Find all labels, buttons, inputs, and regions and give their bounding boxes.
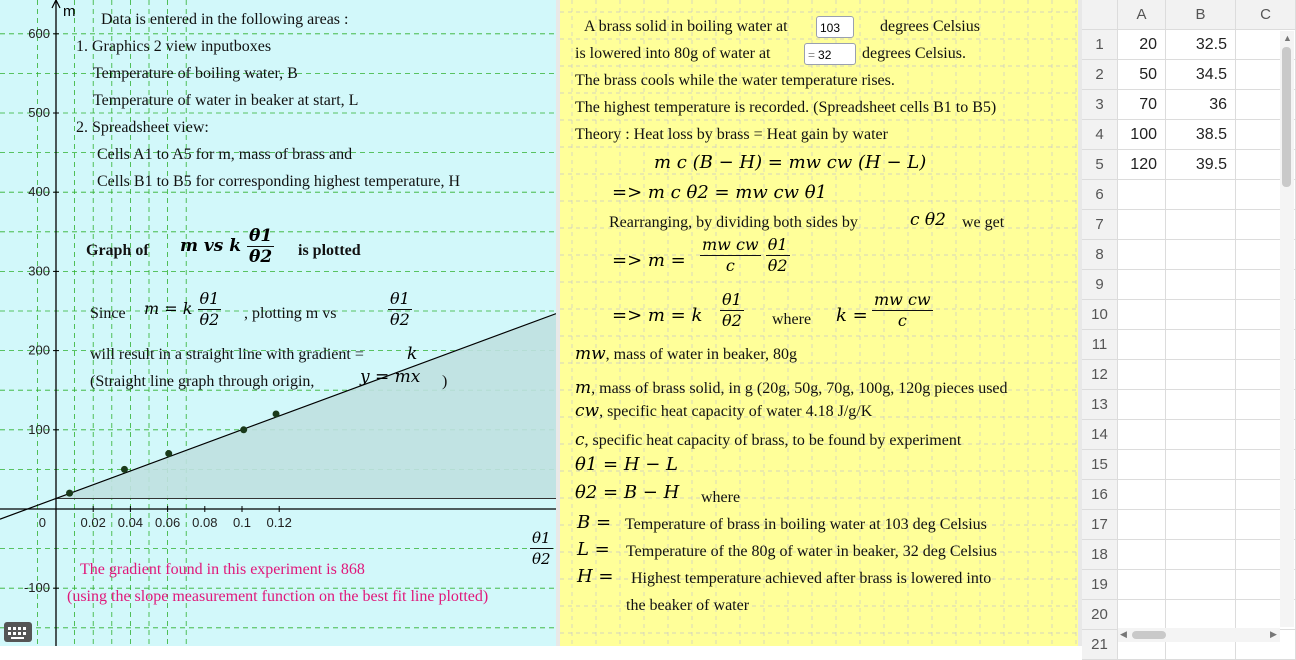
cell-a[interactable] bbox=[1118, 600, 1166, 630]
cell-b[interactable]: 36 bbox=[1166, 90, 1236, 120]
spreadsheet-view[interactable] bbox=[1082, 0, 1296, 653]
slope-note-text: (using the slope measurement function on the best fit line plotted) bbox=[67, 588, 489, 605]
row-header[interactable]: 15 bbox=[1082, 450, 1118, 480]
y-tick-label: -100 bbox=[23, 580, 50, 596]
plotting-label: , plotting m vs bbox=[244, 305, 337, 322]
close-paren: ) bbox=[442, 373, 448, 390]
info-line-2: 1. Graphics 2 view inputboxes bbox=[76, 38, 272, 55]
x-axis-label: $\frac{\theta 1}{\theta 2}$ bbox=[532, 529, 551, 568]
k-eq-frac: $\frac{\text{mw cw}}{c}$ bbox=[874, 290, 931, 330]
cell-b[interactable] bbox=[1166, 240, 1236, 270]
info-line-3: Temperature of boiling water, B bbox=[93, 65, 298, 82]
cell-b[interactable] bbox=[1166, 420, 1236, 450]
row-header[interactable]: 13 bbox=[1082, 390, 1118, 420]
row-header[interactable]: 18 bbox=[1082, 540, 1118, 570]
cell-b[interactable] bbox=[1166, 570, 1236, 600]
keyboard-icon[interactable] bbox=[4, 622, 32, 642]
equation-4-left: => m = k bbox=[612, 305, 703, 326]
h-def-symbol: H = bbox=[577, 566, 614, 587]
x-tick-label: 0.06 bbox=[154, 515, 181, 530]
l-def-text: Temperature of the 80g of water in beaker, 32 deg Celsius bbox=[626, 543, 997, 560]
text-line-5: Theory : Heat loss by brass = Heat gain by water bbox=[575, 126, 888, 143]
definition-c: c, specific heat capacity of brass, to be found by experiment bbox=[575, 430, 962, 450]
start-temp-input[interactable]: = 32 bbox=[804, 43, 856, 65]
cell-b[interactable]: 38.5 bbox=[1166, 120, 1236, 150]
row-header[interactable]: 6 bbox=[1082, 180, 1118, 210]
row-header[interactable]: 11 bbox=[1082, 330, 1118, 360]
cell-b[interactable]: 39.5 bbox=[1166, 150, 1236, 180]
definition-m: m, mass of brass solid, in g (20g, 50g, 70g, 100g, 120g pieces used bbox=[575, 378, 1008, 398]
straight-line-label: will result in a straight line with gradient = bbox=[90, 346, 364, 363]
through-origin-label: (Straight line graph through origin, bbox=[90, 373, 315, 390]
where-label-2: where bbox=[701, 489, 741, 506]
plotting-expr: $\frac{\theta 1}{\theta 2}$ bbox=[390, 289, 410, 329]
y-tick-label: 600 bbox=[28, 25, 50, 41]
info-line-6: Cells A1 to A5 for m, mass of brass and bbox=[97, 146, 353, 163]
info-line-5: 2. Spreadsheet view: bbox=[76, 119, 209, 136]
gradient-k: k bbox=[407, 344, 418, 364]
row-header[interactable]: 16 bbox=[1082, 480, 1118, 510]
data-point[interactable] bbox=[66, 490, 73, 497]
cell-a[interactable] bbox=[1118, 510, 1166, 540]
column-header-c[interactable]: C bbox=[1236, 0, 1296, 30]
row-header[interactable]: 20 bbox=[1082, 600, 1118, 630]
row-header[interactable]: 10 bbox=[1082, 300, 1118, 330]
h-def-text-2: the beaker of water bbox=[626, 597, 750, 614]
cell-b[interactable] bbox=[1166, 210, 1236, 240]
x-tick-label: 0.08 bbox=[192, 515, 218, 530]
since-expr: m = k $\frac{\theta 1}{\theta 2}$ bbox=[144, 289, 220, 329]
info-line-7: Cells B1 to B5 for corresponding highest temperature, H bbox=[97, 173, 461, 190]
scroll-up-icon[interactable]: ▲ bbox=[1283, 33, 1292, 43]
cell-b[interactable]: 34.5 bbox=[1166, 60, 1236, 90]
equation-2: => m c θ2 = mw cw θ1 bbox=[612, 182, 827, 203]
column-header-a[interactable]: A bbox=[1118, 0, 1166, 30]
y-eq-mx: y = mx bbox=[360, 367, 421, 387]
row-header[interactable]: 21 bbox=[1082, 630, 1118, 660]
graph-of-label: Graph of bbox=[86, 242, 149, 259]
vertical-scroll-thumb[interactable] bbox=[1282, 47, 1291, 187]
column-header-b[interactable]: B bbox=[1166, 0, 1236, 30]
x-tick-label: 0.04 bbox=[117, 515, 144, 530]
y-tick-label: 100 bbox=[28, 421, 50, 437]
cell-a[interactable] bbox=[1118, 300, 1166, 330]
data-point[interactable] bbox=[165, 450, 172, 457]
text-line-1a: A brass solid in boiling water at bbox=[584, 18, 788, 35]
since-label: Since bbox=[90, 305, 126, 322]
cell-a[interactable] bbox=[1118, 210, 1166, 240]
row-header[interactable]: 12 bbox=[1082, 360, 1118, 390]
cell-a[interactable] bbox=[1118, 180, 1166, 210]
row-header[interactable]: 4 bbox=[1082, 120, 1118, 150]
y-tick-label: 200 bbox=[28, 342, 50, 358]
cell-a[interactable] bbox=[1118, 420, 1166, 450]
y-axis-label: m bbox=[63, 3, 76, 20]
row-header[interactable]: 1 bbox=[1082, 30, 1118, 60]
equation-1: m c (B − H) = mw cw (H − L) bbox=[654, 152, 927, 173]
row-header[interactable]: 9 bbox=[1082, 270, 1118, 300]
cell-a[interactable] bbox=[1118, 360, 1166, 390]
cell-b[interactable] bbox=[1166, 450, 1236, 480]
cell-b[interactable] bbox=[1166, 510, 1236, 540]
theta2-def: θ2 = B − H bbox=[575, 482, 680, 503]
x-tick-label: 0.12 bbox=[266, 515, 292, 530]
cell-b[interactable] bbox=[1166, 600, 1236, 630]
theta1-def: θ1 = H − L bbox=[575, 454, 678, 475]
y-tick-label: 400 bbox=[28, 184, 50, 200]
cell-b[interactable]: 32.5 bbox=[1166, 30, 1236, 60]
info-line-4: Temperature of water in beaker at start, L bbox=[93, 92, 359, 109]
scroll-left-icon[interactable]: ◀ bbox=[1120, 629, 1127, 639]
row-header[interactable]: 8 bbox=[1082, 240, 1118, 270]
cell-a[interactable]: 100 bbox=[1118, 120, 1166, 150]
cell-a[interactable] bbox=[1118, 450, 1166, 480]
data-point[interactable] bbox=[273, 410, 280, 417]
boiling-temp-input[interactable]: 103 bbox=[816, 16, 854, 38]
cell-b[interactable] bbox=[1166, 390, 1236, 420]
row-header[interactable]: 7 bbox=[1082, 210, 1118, 240]
graphics-1-view[interactable] bbox=[0, 0, 556, 646]
y-tick-label: 500 bbox=[28, 105, 50, 120]
text-line-1b: degrees Celsius bbox=[880, 18, 980, 35]
row-header[interactable]: 2 bbox=[1082, 60, 1118, 90]
rearranging-expr: c θ2 bbox=[910, 210, 946, 230]
row-header[interactable]: 3 bbox=[1082, 90, 1118, 120]
graphics-2-view[interactable] bbox=[560, 0, 1080, 646]
row-header[interactable]: 17 bbox=[1082, 510, 1118, 540]
cell-b[interactable] bbox=[1166, 300, 1236, 330]
l-def-symbol: L = bbox=[577, 539, 610, 560]
cell-a[interactable] bbox=[1118, 570, 1166, 600]
cell-a[interactable]: 70 bbox=[1118, 90, 1166, 120]
text-line-2a: is lowered into 80g of water at bbox=[575, 45, 771, 62]
equation-3-left: => m = bbox=[612, 250, 686, 271]
y-tick-label: 300 bbox=[28, 263, 50, 279]
corner-cell[interactable] bbox=[1082, 0, 1118, 30]
cell-a[interactable] bbox=[1118, 540, 1166, 570]
text-line-4: The highest temperature is recorded. (Spreadsheet cells B1 to B5) bbox=[575, 99, 997, 116]
row-header[interactable]: 5 bbox=[1082, 150, 1118, 180]
origin-label: 0 bbox=[38, 515, 46, 530]
text-line-2b: degrees Celsius. bbox=[862, 45, 966, 62]
cell-b[interactable] bbox=[1166, 270, 1236, 300]
b-def-symbol: B = bbox=[577, 512, 612, 533]
cell-a[interactable]: 20 bbox=[1118, 30, 1166, 60]
cell-a[interactable] bbox=[1118, 270, 1166, 300]
horizontal-scroll-thumb[interactable] bbox=[1132, 631, 1166, 639]
where-label: where bbox=[772, 311, 812, 328]
cell-a[interactable] bbox=[1118, 390, 1166, 420]
scroll-right-icon[interactable]: ▶ bbox=[1270, 629, 1277, 639]
cell-b[interactable] bbox=[1166, 330, 1236, 360]
k-eq-label: k = bbox=[836, 305, 868, 326]
cell-a[interactable] bbox=[1118, 480, 1166, 510]
row-header[interactable]: 14 bbox=[1082, 420, 1118, 450]
gradient-result-text: The gradient found in this experiment is 868 bbox=[80, 561, 365, 578]
text-line-3: The brass cools while the water temperature rises. bbox=[575, 72, 895, 89]
equation-3-right: $\frac{\text{mw cw}}{c}$ $\frac{\theta 1}{\theta 2}$ bbox=[702, 235, 788, 275]
cell-b[interactable] bbox=[1166, 540, 1236, 570]
is-plotted-label: is plotted bbox=[298, 242, 361, 259]
b-def-text: Temperature of brass in boiling water at 103 deg Celsius bbox=[625, 516, 987, 533]
equation-4-frac: $\frac{\theta 1}{\theta 2}$ bbox=[722, 290, 742, 330]
info-line-1: Data is entered in the following areas : bbox=[101, 11, 349, 28]
definition-mw: mw, mass of water in beaker, 80g bbox=[575, 344, 797, 364]
cell-a[interactable] bbox=[1118, 240, 1166, 270]
we-get-text: we get bbox=[962, 214, 1005, 231]
row-header[interactable]: 19 bbox=[1082, 570, 1118, 600]
h-def-text: Highest temperature achieved after brass is lowered into bbox=[631, 570, 992, 587]
cell-b[interactable] bbox=[1166, 180, 1236, 210]
cell-a[interactable] bbox=[1118, 330, 1166, 360]
horizontal-scrollbar[interactable] bbox=[1118, 628, 1280, 642]
data-point[interactable] bbox=[121, 466, 128, 473]
definition-cw: cw, specific heat capacity of water 4.18 J/g/K bbox=[575, 401, 873, 421]
graph-of-expr: m vs k $\frac{\theta 1}{\theta 2}$ bbox=[180, 226, 273, 267]
cell-a[interactable]: 120 bbox=[1118, 150, 1166, 180]
cell-b[interactable] bbox=[1166, 480, 1236, 510]
cell-a[interactable]: 50 bbox=[1118, 60, 1166, 90]
data-point[interactable] bbox=[240, 426, 247, 433]
x-tick-label: 0.1 bbox=[232, 515, 252, 530]
rearranging-text: Rearranging, by dividing both sides by bbox=[609, 214, 858, 231]
vertical-scrollbar[interactable] bbox=[1280, 31, 1294, 627]
x-tick-label: 0.02 bbox=[80, 515, 106, 530]
cell-b[interactable] bbox=[1166, 360, 1236, 390]
